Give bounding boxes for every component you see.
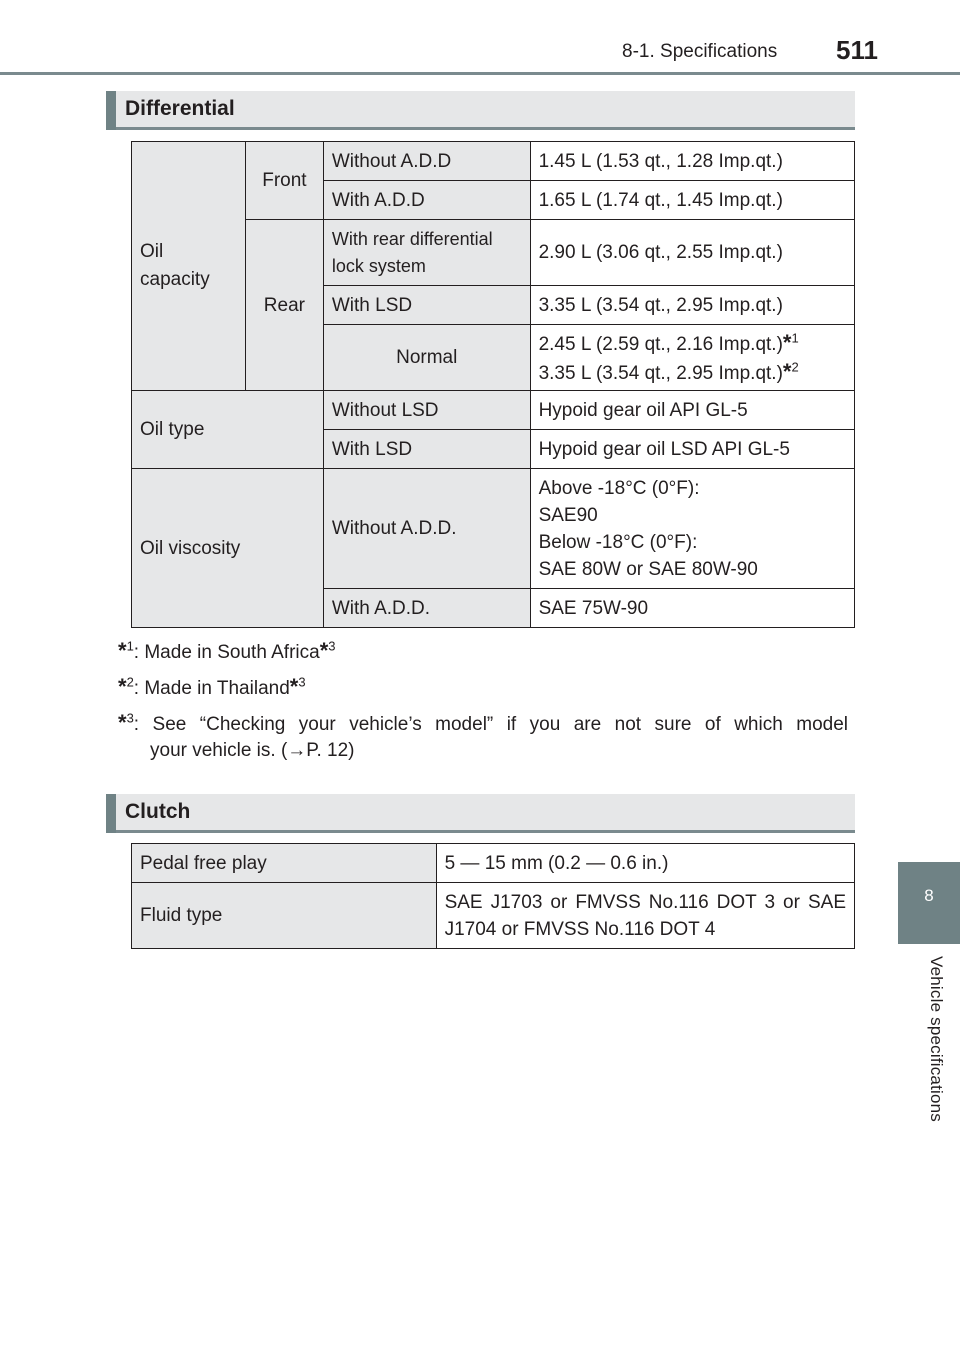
- footnote-ref: 2: [791, 359, 799, 375]
- footnote-text: : Made in South Africa: [133, 642, 320, 663]
- asterisk: *: [289, 674, 299, 699]
- front-cond-1: Without A.D.D: [323, 142, 530, 181]
- viscosity-line: SAE90: [538, 504, 598, 526]
- table-row: [132, 142, 855, 181]
- page-number: 511: [836, 35, 878, 65]
- rear-label: Rear: [245, 220, 323, 391]
- viscosity-cond-2: With A.D.D.: [323, 589, 530, 628]
- footnote-ref: 3: [298, 674, 306, 690]
- differential-heading: [106, 91, 855, 130]
- heading-bar: [106, 91, 116, 130]
- footnote-number: 2: [126, 674, 134, 690]
- oil-type-cond-2: With LSD: [323, 430, 530, 469]
- oil-type-value-1: Hypoid gear oil API GL-5: [530, 391, 854, 430]
- asterisk: *: [782, 329, 792, 355]
- chapter-label: Vehicle specifications: [927, 956, 946, 1122]
- table-row: [132, 391, 855, 430]
- heading-bar: [106, 794, 116, 833]
- viscosity-line: Below -18°C (0°F):: [538, 531, 698, 553]
- fluid-type-value: SAE J1703 or FMVSS No.116 DOT 3 or SAE J1704 or FMVSS No.116 DOT 4: [436, 883, 854, 949]
- normal-value-line2: 3.35 L (3.54 qt., 2.95 Imp.qt.): [538, 362, 783, 384]
- normal-value-line1: 2.45 L (2.59 qt., 2.16 Imp.qt.): [538, 333, 783, 355]
- rear-cond-1: With rear differential lock system: [323, 220, 530, 286]
- rear-value-1: 2.90 L (3.06 qt., 2.55 Imp.qt.): [530, 220, 854, 286]
- clutch-heading: [106, 794, 855, 833]
- oil-viscosity-label: Oil viscosity: [132, 469, 324, 628]
- front-label: Front: [245, 142, 323, 220]
- front-value-2: 1.65 L (1.74 qt., 1.45 Imp.qt.): [530, 181, 854, 220]
- pedal-free-play-value: 5 — 15 mm (0.2 — 0.6 in.): [436, 844, 854, 883]
- footnote-3: [118, 709, 848, 738]
- asterisk: *: [319, 638, 329, 663]
- header-rule: [0, 72, 960, 75]
- footnote-number: 3: [126, 710, 134, 726]
- asterisk: *: [118, 674, 127, 699]
- viscosity-cond-1: Without A.D.D.: [323, 469, 530, 589]
- clutch-table: [131, 843, 855, 949]
- table-row: [132, 844, 855, 883]
- chapter-tab: [898, 862, 960, 944]
- differential-table: [131, 141, 855, 628]
- clutch-title: Clutch: [125, 800, 191, 823]
- oil-capacity-label: Oil capacity: [132, 142, 246, 391]
- table-row: [132, 883, 855, 949]
- asterisk: *: [118, 710, 127, 735]
- footnote-3-cont: [118, 737, 848, 764]
- viscosity-value-2: SAE 75W-90: [530, 589, 854, 628]
- fluid-type-label: Fluid type: [132, 883, 437, 949]
- differential-title: Differential: [125, 97, 235, 120]
- section-title: 8-1. Specifications: [622, 41, 778, 62]
- footnote-text: : See “Checking your vehicle’s model” if you are not sure of which model: [133, 714, 848, 735]
- viscosity-line: Above -18°C (0°F):: [538, 477, 700, 499]
- rear-value-2: 3.35 L (3.54 qt., 2.95 Imp.qt.): [530, 286, 854, 325]
- normal-value: [530, 325, 854, 391]
- footnote-2: [118, 673, 848, 702]
- oil-type-label: Oil type: [132, 391, 324, 469]
- footnote-ref: 1: [791, 330, 799, 346]
- oil-type-value-2: Hypoid gear oil LSD API GL-5: [530, 430, 854, 469]
- viscosity-line: SAE 80W or SAE 80W-90: [538, 558, 758, 580]
- footnote-1: [118, 637, 848, 666]
- oil-type-cond-1: Without LSD: [323, 391, 530, 430]
- chapter-number: 8: [924, 886, 934, 905]
- front-value-1: 1.45 L (1.53 qt., 1.28 Imp.qt.): [530, 142, 854, 181]
- rear-cond-2: With LSD: [323, 286, 530, 325]
- footnote-text: : Made in Thailand: [133, 678, 290, 699]
- asterisk: *: [782, 358, 792, 384]
- pedal-free-play-label: Pedal free play: [132, 844, 437, 883]
- asterisk: *: [118, 638, 127, 663]
- footnote-text-cont: your vehicle is. (→P. 12): [150, 740, 355, 761]
- table-row: [132, 469, 855, 589]
- normal-cond: Normal: [323, 325, 530, 391]
- footnote-number: 1: [126, 638, 134, 654]
- viscosity-value-1: [530, 469, 854, 589]
- footnote-ref: 3: [328, 638, 336, 654]
- front-cond-2: With A.D.D: [323, 181, 530, 220]
